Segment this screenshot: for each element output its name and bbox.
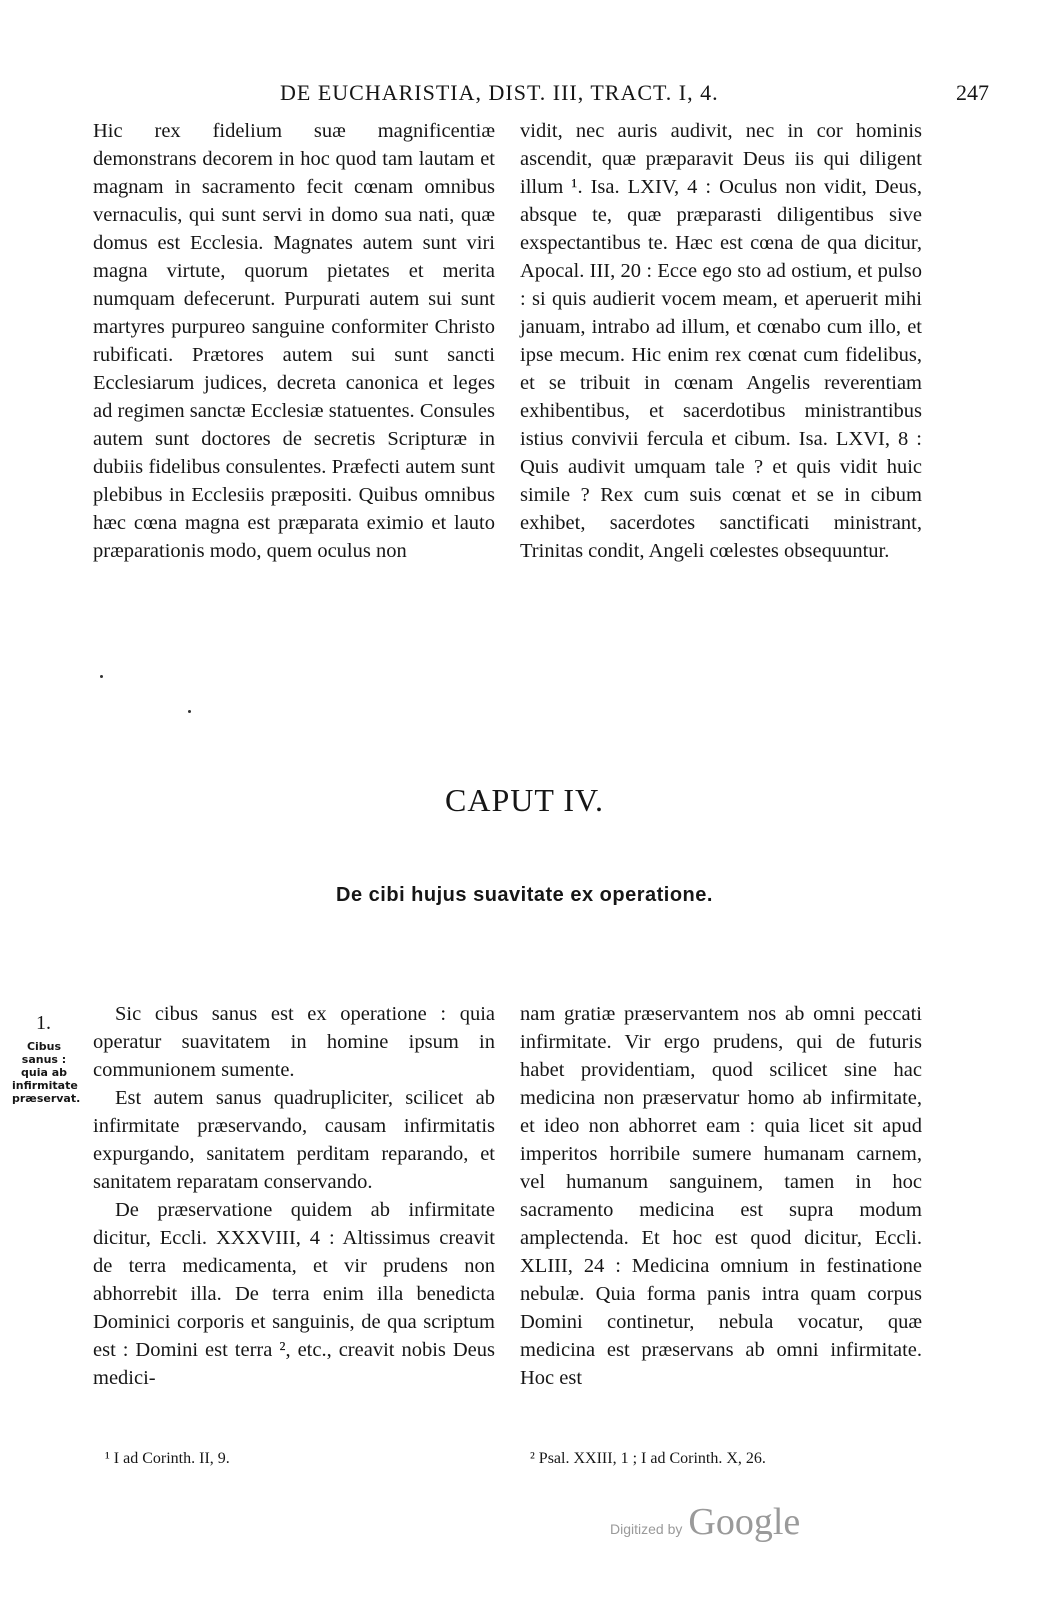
google-watermark [610, 1500, 800, 1544]
section-number: 1. [36, 1012, 51, 1034]
top-right-paragraph: vidit, nec auris audivit, nec in cor hominis ascendit, quæ præparavit Deus iis qui diligent illum ¹. Isa. LXIV, 4 : Oculus non vidit, Deus, absque te, quæ præparasti diligentibus sive exspectantibus te. Hæc est cœna de qua dicitur, Apocal. III, 20 : Ecce ego sto ad ostium, et pulso : si quis audierit vocem meam, et aperuerit mihi januam, intrabo ad illum, et cœnabo cum illo, et ipse mecum. Hic enim rex cœnat cum fidelibus, et se tribuit in cœnam Angelis reverentiam exhibentibus, et sacerdotibus ministrantibus istius convivii fercula et cibum. Isa. LXVI, 8 : Quis audivit umquam tale ? et quis vidit huic simile ? Rex cum suis cœnat et se in cibum exhibet, sacerdotes sanctificati ministrant, Trinitas condit, Angeli cœlestes obsequuntur. [520, 120, 922, 562]
running-title: DE EUCHARISTIA, DIST. III, TRACT. I, 4. [280, 80, 719, 105]
paragraph: Sic cibus sanus est ex operatione : quia operatur suavitatem in homine ipsum in communionem sumente. [93, 1003, 495, 1081]
speck-mark [100, 675, 103, 678]
footnote-left: ¹ I ad Corinth. II, 9. [105, 1450, 230, 1467]
margin-note: Cibus sanus : quia ab infirmitate præservat. [12, 1040, 81, 1105]
bottom-right-column [520, 1000, 922, 1392]
top-right-column [520, 117, 922, 565]
speck-mark [188, 710, 191, 713]
top-left-paragraph: Hic rex fidelium suæ magnificentiæ demonstrans decorem in hoc quod tam lautam et magnam in sacramento fecit cœnam omnibus vernaculis, qui sunt servi in domo sua nati, quæ domus est Ecclesia. Magnates autem sunt viri magna virtute, quorum pietates et merita numquam defecerunt. Purpurati autem sui sunt martyres purpureo sanguine conformiter Christo rubificati. Prætores autem sui sunt sancti Ecclesiarum judices, decreta canonica et leges ad regimen sanctæ Ecclesiæ statuentes. Consules autem sunt doctores de secretis Scripturæ in dubiis fidelibus consulentes. Præfecti autem sunt plebibus in Ecclesiis præpositi. Quibus omnibus hæc cœna magna est præparata eximio et lauto præparationis modo, quem oculus non [93, 120, 495, 562]
footnote-right: ² Psal. XXIII, 1 ; I ad Corinth. X, 26. [530, 1450, 766, 1467]
page-number: 247 [956, 80, 989, 105]
chapter-title: CAPUT IV. [445, 782, 604, 818]
chapter-subtitle: De cibi hujus suavitate ex operatione. [336, 884, 713, 906]
running-head [60, 80, 989, 120]
paragraph: Est autem sanus quadrupliciter, scilicet ab infirmitate præservando, causam infirmitatis expurgando, sanitatem perditam reparando, et sanitatem reparatam conservando. [93, 1087, 495, 1193]
paragraph: De præservatione quidem ab infirmitate dicitur, Eccli. XXXVIII, 4 : Altissimus creavit de terra medicamenta, et vir prudens non abhorrebit illa. De terra enim illa benedicta Dominici corporis et sanguinis, de qua scriptum est : Domini est terra ², etc., creavit nobis Deus medici- [93, 1199, 495, 1389]
watermark-prefix: Digitized by [610, 1521, 683, 1537]
bottom-left-column [93, 1000, 495, 1392]
top-left-column [93, 117, 495, 565]
paragraph: nam gratiæ præservantem nos ab omni peccati infirmitate. Vir ergo prudens, qui de futuris habet providentiam, quod scilicet sine hac medicina non præservatur homo ab infirmitate, et ideo non abhorret eam : quia licet sit apud imperitos horribile sumere humanam carnem, vel humanum sanguinem, tamen in hoc sacramento medicina est supra modum amplectenda. Et hoc est quod dicitur, Eccli. XLIII, 24 : Medicina omnium in festinatione nebulæ. Quia forma panis intra quam corpus Domini continetur, nebula vocatur, quæ medicina est præservans ab omni infirmitate. Hoc est [520, 1003, 922, 1389]
google-logo: Google [688, 1501, 801, 1543]
